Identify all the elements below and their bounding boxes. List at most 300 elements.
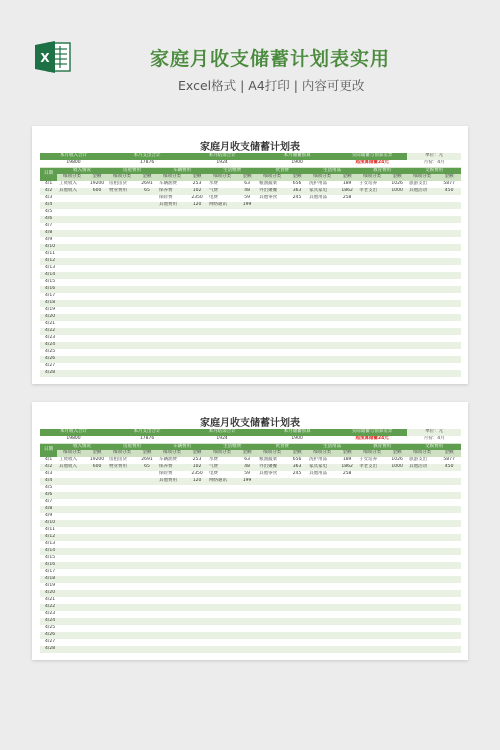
table-cell: [287, 363, 307, 370]
table-cell: [287, 251, 307, 258]
table-cell: 房租房贷: [107, 457, 137, 464]
table-row: [40, 314, 461, 321]
table-cell: [307, 611, 337, 618]
table-cell: [437, 555, 461, 562]
table-cell: [157, 492, 187, 499]
table-cell: [237, 272, 257, 279]
table-cell: [407, 590, 437, 597]
table-row: [40, 202, 461, 209]
table-cell: [187, 286, 207, 293]
table-cell: [237, 293, 257, 300]
table-cell: 63: [237, 457, 257, 464]
table-cell: [57, 590, 87, 597]
table-cell: [337, 223, 357, 230]
table-cell: [137, 195, 157, 202]
table-cell: 450: [437, 188, 461, 195]
table-cell: [137, 300, 157, 307]
summary-value: 1924: [187, 160, 257, 167]
table-cell: [87, 548, 107, 555]
summary-label: 本月收入合计: [40, 153, 107, 160]
table-cell: [107, 244, 137, 251]
table-cell: [287, 293, 307, 300]
table-cell: [387, 485, 407, 492]
table-cell: [257, 548, 287, 555]
table-cell: [437, 541, 461, 548]
table-cell: [307, 300, 337, 307]
table-cell: 工资收入: [57, 457, 87, 464]
table-cell: [337, 356, 357, 363]
table-cell: [237, 604, 257, 611]
subheader-amount: 金额: [87, 450, 107, 457]
table-cell: [387, 562, 407, 569]
table-cell: [407, 342, 437, 349]
table-cell: [187, 569, 207, 576]
table-cell: [257, 216, 287, 223]
table-cell: [357, 604, 387, 611]
table-cell: 1862: [337, 464, 357, 471]
table-cell: [437, 307, 461, 314]
spreadsheet-preview-2: [32, 402, 468, 660]
table-row: [40, 513, 461, 520]
subheader-item: 细项分类: [57, 450, 87, 457]
table-cell: [157, 349, 187, 356]
table-cell: [57, 562, 87, 569]
table-cell: [407, 370, 437, 377]
table-cell: [387, 356, 407, 363]
table-cell: [307, 569, 337, 576]
table-cell: [407, 244, 437, 251]
table-cell: [107, 576, 137, 583]
table-cell: [407, 548, 437, 555]
table-cell: [187, 335, 207, 342]
table-cell: [57, 485, 87, 492]
table-cell: [337, 590, 357, 597]
table-cell: 199: [237, 478, 257, 485]
table-row: [40, 349, 461, 356]
table-cell: [137, 562, 157, 569]
table-cell: [357, 272, 387, 279]
table-cell: 保险费: [157, 471, 187, 478]
table-cell: [287, 485, 307, 492]
date-cell: 4/25: [40, 349, 57, 356]
table-cell: [337, 349, 357, 356]
table-cell: [387, 576, 407, 583]
table-cell: [437, 632, 461, 639]
table-cell: 656: [287, 181, 307, 188]
table-cell: [407, 286, 437, 293]
table-cell: [107, 216, 137, 223]
table-cell: [57, 342, 87, 349]
table-cell: [137, 618, 157, 625]
table-cell: [107, 202, 137, 209]
table-cell: [107, 363, 137, 370]
table-cell: [187, 555, 207, 562]
date-header: 日期: [40, 443, 57, 457]
table-cell: [257, 356, 287, 363]
table-row: [40, 492, 461, 499]
table-cell: [187, 527, 207, 534]
table-cell: [307, 356, 337, 363]
table-cell: [387, 230, 407, 237]
table-cell: 1026: [387, 181, 407, 188]
subheader-item: 细项分类: [307, 174, 337, 181]
table-cell: [257, 342, 287, 349]
table-cell: [137, 632, 157, 639]
table-cell: [57, 328, 87, 335]
table-cell: [357, 307, 387, 314]
table-cell: [337, 534, 357, 541]
table-cell: 电费: [207, 471, 237, 478]
table-cell: [157, 279, 187, 286]
table-cell: [307, 328, 337, 335]
table-cell: [237, 569, 257, 576]
table-cell: [87, 485, 107, 492]
summary-label: 本月储蓄预算: [257, 153, 337, 160]
table-cell: [87, 513, 107, 520]
table-cell: [187, 265, 207, 272]
table-cell: [157, 597, 187, 604]
table-cell: [387, 541, 407, 548]
table-cell: [187, 356, 207, 363]
table-cell: [437, 279, 461, 286]
table-cell: [87, 583, 107, 590]
table-cell: [157, 251, 187, 258]
table-cell: [337, 328, 357, 335]
table-cell: [337, 485, 357, 492]
table-cell: [357, 265, 387, 272]
table-cell: 258: [337, 195, 357, 202]
table-cell: [437, 272, 461, 279]
table-cell: [357, 223, 387, 230]
table-cell: [387, 597, 407, 604]
table-row: [40, 223, 461, 230]
table-cell: [157, 258, 187, 265]
table-cell: [407, 541, 437, 548]
table-cell: [387, 506, 407, 513]
table-cell: [137, 286, 157, 293]
table-cell: [207, 307, 237, 314]
table-cell: [407, 604, 437, 611]
table-cell: [157, 342, 187, 349]
table-cell: [137, 265, 157, 272]
subheader-item: 细项分类: [107, 450, 137, 457]
table-cell: [407, 363, 437, 370]
table-cell: 其他费用: [157, 202, 187, 209]
table-cell: [137, 335, 157, 342]
table-cell: [237, 639, 257, 646]
summary-value: 超预算储蓄24元: [337, 436, 407, 443]
table-cell: [337, 279, 357, 286]
table-cell: 600: [87, 464, 107, 471]
table-cell: [207, 293, 237, 300]
table-cell: [137, 272, 157, 279]
table-cell: [237, 534, 257, 541]
table-cell: [337, 541, 357, 548]
date-cell: 4/2: [40, 188, 57, 195]
subheader-amount: 金额: [137, 174, 157, 181]
table-cell: [87, 328, 107, 335]
table-cell: [337, 272, 357, 279]
date-cell: 4/15: [40, 555, 57, 562]
table-cell: [57, 646, 87, 653]
subheader-amount: 金额: [337, 450, 357, 457]
table-cell: [137, 583, 157, 590]
table-cell: [107, 583, 137, 590]
table-cell: [207, 639, 237, 646]
table-cell: [337, 258, 357, 265]
table-cell: [107, 321, 137, 328]
subheader-amount: 金额: [437, 450, 461, 457]
table-cell: [237, 342, 257, 349]
category-header: 生活缴费: [207, 443, 257, 450]
table-cell: 其他收入: [57, 188, 87, 195]
table-cell: [207, 646, 237, 653]
table-cell: [337, 597, 357, 604]
table-cell: [187, 349, 207, 356]
table-cell: [57, 492, 87, 499]
table-cell: [137, 321, 157, 328]
table-cell: [357, 527, 387, 534]
table-cell: [287, 356, 307, 363]
table-cell: [207, 272, 237, 279]
table-cell: [307, 485, 337, 492]
table-cell: 其他活动: [407, 188, 437, 195]
table-cell: [437, 356, 461, 363]
table-cell: [187, 646, 207, 653]
table-cell: [107, 506, 137, 513]
table-cell: [207, 356, 237, 363]
table-cell: [337, 293, 357, 300]
table-cell: [57, 576, 87, 583]
table-cell: [207, 258, 237, 265]
table-cell: [307, 520, 337, 527]
subheader-item: 细项分类: [357, 450, 387, 457]
table-cell: [187, 216, 207, 223]
table-cell: [337, 321, 357, 328]
table-cell: [137, 363, 157, 370]
date-cell: 4/8: [40, 230, 57, 237]
table-cell: [207, 492, 237, 499]
table-cell: [87, 569, 107, 576]
table-cell: [187, 590, 207, 597]
table-cell: [157, 611, 187, 618]
date-cell: 4/3: [40, 471, 57, 478]
table-cell: [437, 230, 461, 237]
table-cell: [157, 265, 187, 272]
table-cell: 363: [287, 464, 307, 471]
table-cell: [137, 478, 157, 485]
table-cell: [157, 513, 187, 520]
summary-value: 超预算储蓄24元: [337, 160, 407, 167]
table-cell: 1000: [387, 188, 407, 195]
date-cell: 4/23: [40, 335, 57, 342]
table-cell: 189: [337, 181, 357, 188]
table-cell: [287, 279, 307, 286]
table-cell: [137, 251, 157, 258]
table-cell: [237, 555, 257, 562]
table-cell: [207, 244, 237, 251]
table-cell: [137, 492, 157, 499]
table-cell: [207, 618, 237, 625]
table-cell: [307, 590, 337, 597]
table-cell: [257, 506, 287, 513]
table-cell: 工资收入: [57, 181, 87, 188]
table-cell: [437, 209, 461, 216]
table-cell: [407, 349, 437, 356]
table-row: [40, 555, 461, 562]
table-cell: [187, 237, 207, 244]
table-cell: [357, 632, 387, 639]
table-cell: [287, 513, 307, 520]
date-cell: 4/21: [40, 597, 57, 604]
table-cell: 旅游支出: [407, 181, 437, 188]
table-cell: [387, 272, 407, 279]
table-cell: [137, 597, 157, 604]
table-cell: [407, 513, 437, 520]
subheader-amount: 金额: [287, 450, 307, 457]
table-cell: [107, 618, 137, 625]
table-cell: 洗护用品: [307, 457, 337, 464]
table-cell: [57, 230, 87, 237]
table-cell: [437, 300, 461, 307]
table-cell: [357, 216, 387, 223]
table-row: [40, 576, 461, 583]
table-cell: [257, 541, 287, 548]
table-cell: [107, 541, 137, 548]
table-cell: [357, 471, 387, 478]
table-cell: [187, 513, 207, 520]
date-cell: 4/7: [40, 223, 57, 230]
table-cell: [307, 237, 337, 244]
table-cell: [287, 328, 307, 335]
subheader-amount: 金额: [137, 450, 157, 457]
subheader-amount: 金额: [387, 450, 407, 457]
table-cell: [387, 520, 407, 527]
table-cell: [357, 562, 387, 569]
subheader-item: 细项分类: [207, 174, 237, 181]
table-cell: [107, 499, 137, 506]
table-cell: [437, 237, 461, 244]
table-cell: [407, 258, 437, 265]
table-cell: [137, 555, 157, 562]
date-cell: 4/24: [40, 342, 57, 349]
table-row: [40, 272, 461, 279]
table-cell: [107, 342, 137, 349]
table-cell: [57, 272, 87, 279]
date-cell: 4/10: [40, 520, 57, 527]
table-cell: [387, 478, 407, 485]
table-row: [40, 181, 461, 188]
table-cell: [157, 209, 187, 216]
table-cell: [287, 314, 307, 321]
table-cell: [157, 328, 187, 335]
table-cell: [57, 286, 87, 293]
date-cell: 4/5: [40, 485, 57, 492]
table-cell: [357, 314, 387, 321]
table-cell: [387, 321, 407, 328]
table-cell: [437, 335, 461, 342]
table-cell: [187, 258, 207, 265]
table-cell: 水费: [207, 181, 237, 188]
table-cell: [207, 335, 237, 342]
table-cell: [357, 335, 387, 342]
table-cell: 48: [237, 188, 257, 195]
date-cell: 4/24: [40, 618, 57, 625]
table-cell: [257, 527, 287, 534]
table-cell: [357, 237, 387, 244]
table-cell: [87, 216, 107, 223]
table-cell: [57, 293, 87, 300]
table-cell: [407, 202, 437, 209]
table-cell: [337, 370, 357, 377]
table-cell: [137, 356, 157, 363]
table-cell: [437, 625, 461, 632]
table-cell: [387, 216, 407, 223]
table-cell: [437, 527, 461, 534]
table-cell: [207, 300, 237, 307]
table-cell: [157, 520, 187, 527]
table-row: [40, 646, 461, 653]
subheader-item: 细项分类: [257, 174, 287, 181]
table-cell: [257, 513, 287, 520]
table-cell: [287, 527, 307, 534]
table-cell: [157, 534, 187, 541]
table-cell: [357, 576, 387, 583]
table-cell: [437, 286, 461, 293]
table-cell: [207, 590, 237, 597]
table-row: [40, 464, 461, 471]
summary-value-row: [40, 160, 461, 167]
table-cell: [387, 527, 407, 534]
table-cell: [437, 370, 461, 377]
budget-table: [40, 153, 461, 377]
date-cell: 4/6: [40, 216, 57, 223]
table-cell: [387, 499, 407, 506]
category-header: 生活用品: [307, 167, 357, 174]
table-cell: [287, 541, 307, 548]
summary-value: 1900: [257, 160, 337, 167]
table-cell: [307, 265, 337, 272]
table-cell: [357, 349, 387, 356]
subheader-amount: 金额: [437, 174, 461, 181]
table-cell: [107, 520, 137, 527]
date-cell: 4/20: [40, 590, 57, 597]
table-cell: [407, 321, 437, 328]
table-cell: [287, 520, 307, 527]
table-row: [40, 237, 461, 244]
table-cell: [207, 265, 237, 272]
table-cell: [337, 562, 357, 569]
table-cell: [57, 195, 87, 202]
table-row: [40, 639, 461, 646]
table-cell: [187, 562, 207, 569]
date-cell: 4/11: [40, 251, 57, 258]
date-cell: 4/23: [40, 611, 57, 618]
table-cell: [307, 321, 337, 328]
table-cell: [307, 632, 337, 639]
subheader-item: 细项分类: [357, 174, 387, 181]
table-cell: [207, 527, 237, 534]
table-cell: 其他零食: [257, 471, 287, 478]
table-cell: [437, 520, 461, 527]
table-cell: [287, 300, 307, 307]
table-cell: [137, 342, 157, 349]
table-cell: [307, 576, 337, 583]
table-cell: 245: [287, 471, 307, 478]
date-cell: 4/9: [40, 237, 57, 244]
table-cell: [307, 286, 337, 293]
table-cell: 59: [237, 471, 257, 478]
